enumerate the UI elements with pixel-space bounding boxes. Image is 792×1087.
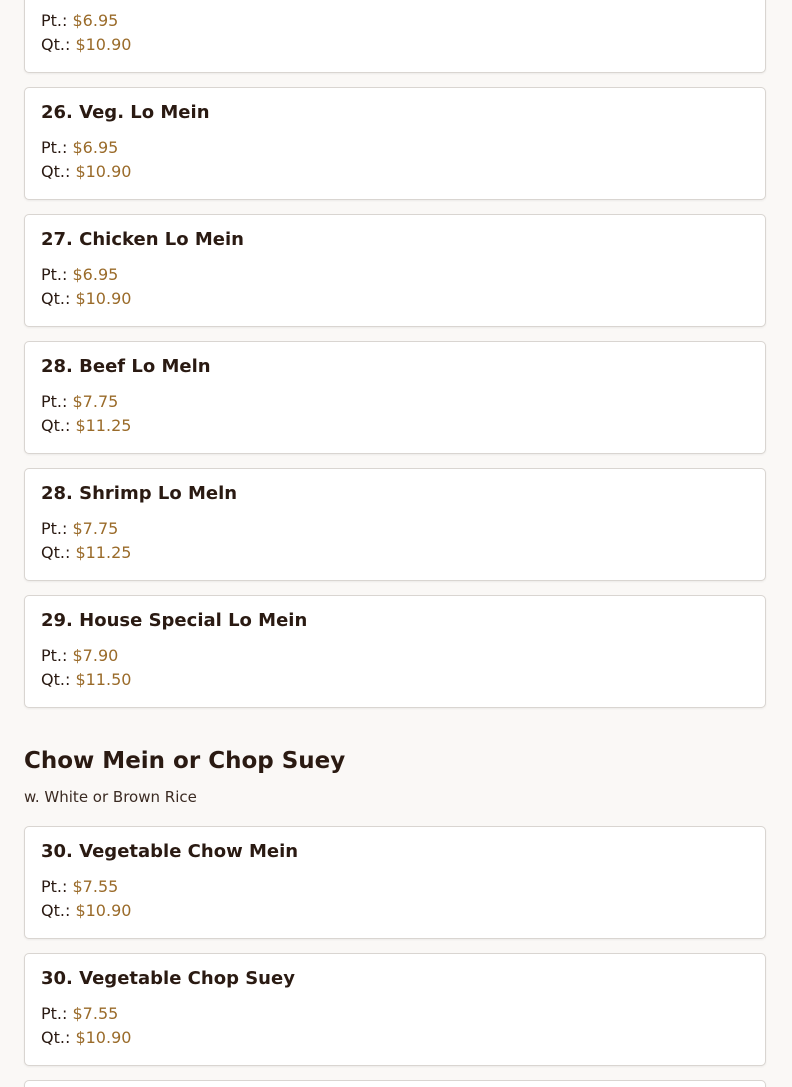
menu-item-card[interactable]	[24, 0, 766, 73]
pint-label: Pt.:	[41, 392, 68, 411]
pint-price: $6.95	[72, 138, 119, 157]
quart-price-row	[41, 901, 131, 920]
quart-price: $11.25	[75, 543, 132, 562]
pint-price-row	[41, 11, 118, 30]
quart-label: Qt.:	[41, 1028, 71, 1047]
quart-price-row	[41, 289, 131, 308]
pint-price: $7.90	[72, 646, 119, 665]
menu-item-card[interactable]	[24, 87, 766, 200]
menu-item-card[interactable]	[24, 953, 766, 1066]
quart-price: $11.50	[75, 670, 132, 689]
pint-price: $6.95	[72, 265, 119, 284]
pint-price-row	[41, 646, 118, 665]
quart-price-row	[41, 162, 131, 181]
menu-item-card[interactable]	[24, 826, 766, 939]
pint-price-row	[41, 265, 118, 284]
section-subtitle: w. White or Brown Rice	[24, 788, 197, 806]
quart-price: $10.90	[75, 289, 132, 308]
quart-label: Qt.:	[41, 162, 71, 181]
pint-label: Pt.:	[41, 138, 68, 157]
menu-item-title: 30. Vegetable Chop Suey	[41, 968, 295, 989]
pint-label: Pt.:	[41, 877, 68, 896]
quart-label: Qt.:	[41, 543, 71, 562]
pint-label: Pt.:	[41, 11, 68, 30]
pint-price-row	[41, 519, 118, 538]
pint-label: Pt.:	[41, 1004, 68, 1023]
menu-item-card[interactable]	[24, 341, 766, 454]
menu-item-title: 28. Shrimp Lo Meln	[41, 483, 238, 504]
quart-price-row	[41, 1028, 131, 1047]
pint-price: $6.95	[72, 11, 119, 30]
quart-price: $10.90	[75, 901, 132, 920]
menu-item-title: 30. Vegetable Chow Mein	[41, 841, 299, 862]
pint-label: Pt.:	[41, 646, 68, 665]
quart-label: Qt.:	[41, 35, 71, 54]
pint-price-row	[41, 1004, 118, 1023]
quart-label: Qt.:	[41, 901, 71, 920]
quart-label: Qt.:	[41, 289, 71, 308]
quart-label: Qt.:	[41, 416, 71, 435]
quart-price-row	[41, 35, 131, 54]
menu-item-card[interactable]	[24, 595, 766, 708]
pint-label: Pt.:	[41, 265, 68, 284]
pint-price-row	[41, 877, 118, 896]
menu-item-title: 26. Veg. Lo Mein	[41, 102, 210, 123]
pint-price: $7.55	[72, 877, 119, 896]
quart-price: $10.90	[75, 35, 132, 54]
menu-item-card[interactable]	[24, 214, 766, 327]
pint-label: Pt.:	[41, 519, 68, 538]
menu-item-title: 27. Chicken Lo Mein	[41, 229, 245, 250]
quart-price: $10.90	[75, 162, 132, 181]
quart-price-row	[41, 670, 131, 689]
pint-price: $7.75	[72, 519, 119, 538]
menu-item-title: 28. Beef Lo Meln	[41, 356, 211, 377]
quart-price: $10.90	[75, 1028, 132, 1047]
menu-item-card[interactable]	[24, 1080, 766, 1087]
quart-price-row	[41, 416, 131, 435]
section-title: Chow Mein or Chop Suey	[24, 748, 346, 774]
quart-label: Qt.:	[41, 670, 71, 689]
quart-price: $11.25	[75, 416, 132, 435]
pint-price: $7.55	[72, 1004, 119, 1023]
pint-price-row	[41, 138, 118, 157]
quart-price-row	[41, 543, 131, 562]
pint-price: $7.75	[72, 392, 119, 411]
pint-price-row	[41, 392, 118, 411]
menu-item-title: 29. House Special Lo Mein	[41, 610, 308, 631]
menu-item-card[interactable]	[24, 468, 766, 581]
